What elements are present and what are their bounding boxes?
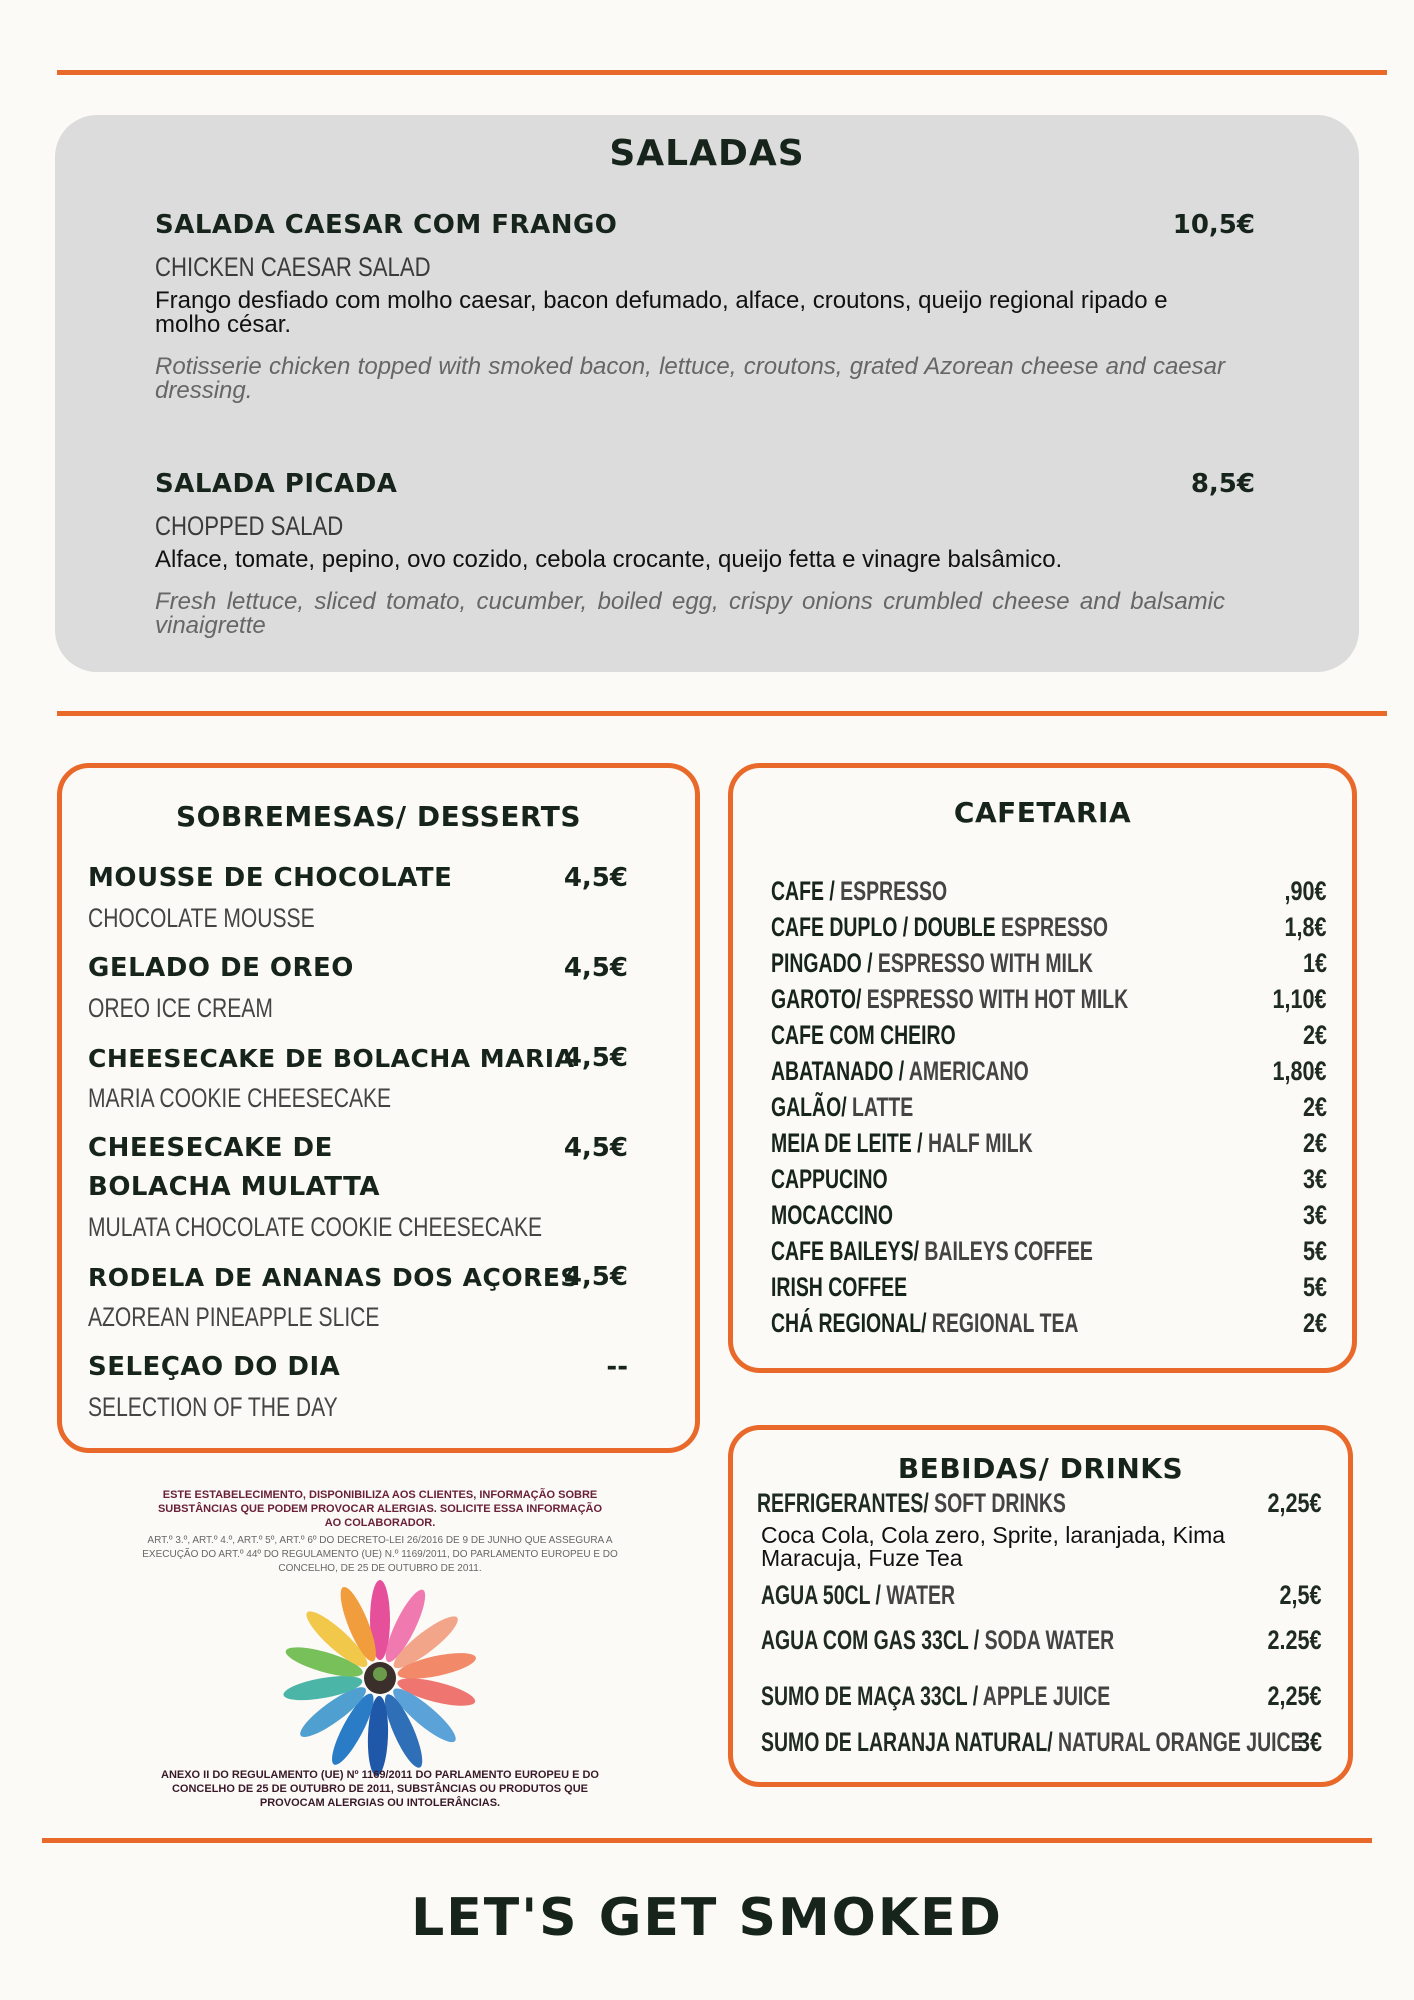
salad-name-en: CHICKEN CAESAR SALAD bbox=[155, 252, 431, 282]
item-name-en: SODA WATER bbox=[984, 1625, 1115, 1655]
drink-item bbox=[761, 1681, 1322, 1712]
item-name: CHÁ REGIONAL/ bbox=[771, 1308, 932, 1338]
dessert-name: CHEESECAKE DE BOLACHA MULATTA bbox=[88, 1133, 380, 1202]
salad-description: Frango desfiado com molho caesar, bacon defumado, alface, croutons, queijo regional ripado e molho césar. bbox=[155, 287, 1168, 338]
item-price: 5€ bbox=[1302, 1236, 1327, 1266]
cafetaria-item bbox=[771, 945, 1327, 981]
item-name-en: SOFT DRINKS bbox=[934, 1488, 1066, 1518]
item-price: 1,80€ bbox=[1272, 1056, 1327, 1086]
drink-item bbox=[761, 1625, 1322, 1656]
allergen-law: ART.º 3.º, ART.º 4.º, ART.º 5º, ART.º 6º DO DECRETO-LEI 26/2016 DE 9 DE JUNHO QUE ASSEGURA A EXECUÇÃO DO ART.º 44º DO REGULAMENTO (UE) N.º 1169/2011, DO PARLAMENTO EUROPEU E DO CONCELHO, DE 25 DE OUTUBRO DE 2011. bbox=[142, 1535, 618, 1574]
cafetaria-list bbox=[771, 873, 1327, 1341]
dessert-name-en: SELECTION OF THE DAY bbox=[88, 1392, 338, 1422]
saladas-title: SALADAS bbox=[609, 133, 805, 174]
dessert-item bbox=[88, 1258, 628, 1337]
cafetaria-item bbox=[771, 1269, 1327, 1305]
salad-name: SALADA CAESAR COM FRANGO bbox=[155, 210, 618, 240]
dessert-price: 4,5€ bbox=[563, 863, 628, 893]
drink-item bbox=[761, 1727, 1322, 1758]
cafetaria-item bbox=[771, 1125, 1327, 1161]
cafetaria-item bbox=[771, 981, 1327, 1017]
item-price: 2,25€ bbox=[1267, 1681, 1322, 1711]
item-price: ,90€ bbox=[1284, 876, 1327, 906]
item-name: IRISH COFFEE bbox=[771, 1272, 908, 1302]
dessert-name: GELADO DE OREO bbox=[88, 953, 354, 983]
cafetaria-item bbox=[771, 1305, 1327, 1341]
salad-price: 8,5€ bbox=[1190, 469, 1255, 499]
dessert-price: 4,5€ bbox=[563, 953, 628, 983]
item-name-en: ESPRESSO WITH MILK bbox=[877, 948, 1093, 978]
item-name: ABATANADO / bbox=[771, 1056, 909, 1086]
cafetaria-item bbox=[771, 1161, 1327, 1197]
item-price: 1,8€ bbox=[1284, 912, 1327, 942]
top-divider bbox=[57, 70, 1387, 75]
dessert-price: 4,5€ bbox=[563, 1262, 628, 1292]
item-name-en: APPLE JUICE bbox=[982, 1681, 1111, 1711]
item-name: MEIA DE LEITE / bbox=[771, 1128, 928, 1158]
dessert-price: 4,5€ bbox=[563, 1043, 628, 1073]
salad-item bbox=[155, 469, 1255, 638]
item-price: 2€ bbox=[1302, 1020, 1327, 1050]
item-name: AGUA COM GAS 33CL / bbox=[761, 1625, 985, 1655]
item-name: CAFE / bbox=[771, 876, 841, 906]
item-name: PINGADO / bbox=[771, 948, 878, 978]
dessert-name-en: MULATA CHOCOLATE COOKIE CHEESECAKE bbox=[88, 1212, 543, 1242]
item-price: 2,25€ bbox=[1267, 1488, 1322, 1518]
dessert-item bbox=[88, 1039, 628, 1118]
item-price: 2€ bbox=[1302, 1308, 1327, 1338]
item-name: GAROTO/ bbox=[771, 984, 867, 1014]
dessert-name-en: OREO ICE CREAM bbox=[88, 993, 273, 1023]
salad-item bbox=[155, 210, 1255, 403]
dessert-item bbox=[88, 1348, 628, 1427]
dessert-item bbox=[88, 949, 628, 1028]
drink-item bbox=[757, 1488, 1322, 1519]
dessert-name-en: MARIA COOKIE CHEESECAKE bbox=[88, 1083, 392, 1113]
dessert-item bbox=[88, 859, 628, 938]
slogan: LET'S GET SMOKED bbox=[411, 1888, 1003, 1948]
item-name: CAFE DUPLO / DOUBLE bbox=[771, 912, 1002, 942]
item-price: 1,10€ bbox=[1272, 984, 1327, 1014]
item-name-en: NATURAL ORANGE JUICE bbox=[1058, 1727, 1304, 1757]
item-price: 1€ bbox=[1302, 948, 1327, 978]
item-price: 3€ bbox=[1297, 1727, 1322, 1757]
item-name: MOCACCINO bbox=[771, 1200, 894, 1230]
item-name: SUMO DE MAÇA 33CL / bbox=[761, 1681, 983, 1711]
allergen-annex: ANEXO II DO REGULAMENTO (UE) Nº 1169/2011 DO PARLAMENTO EUROPEU E DO CONCELHO DE 25 DE OUTUBRO DE 2011, SUBSTÂNCIAS OU PRODUTOS QUE PROVOCAM ALERGIAS OU INTOLERÂNCIAS. bbox=[161, 1769, 599, 1809]
bebidas-panel bbox=[728, 1425, 1353, 1787]
item-price: 2€ bbox=[1302, 1092, 1327, 1122]
salad-description: Alface, tomate, pepino, ovo cozido, cebola crocante, queijo fetta e vinagre balsâmico. bbox=[155, 546, 1063, 573]
item-name-en: ESPRESSO bbox=[1001, 912, 1109, 942]
cafetaria-item bbox=[771, 1197, 1327, 1233]
allergen-wheel-icon bbox=[280, 1578, 480, 1778]
item-name: GALÃO/ bbox=[771, 1092, 852, 1122]
item-name-en: AMERICANO bbox=[908, 1056, 1029, 1086]
item-name-en: BAILEYS COFFEE bbox=[924, 1236, 1093, 1266]
drink-description: Coca Cola, Cola zero, Sprite, laranjada, Kima Maracuja, Fuze Tea bbox=[761, 1522, 1226, 1571]
middle-divider bbox=[57, 711, 1387, 716]
bebidas-title: BEBIDAS/ DRINKS bbox=[897, 1452, 1184, 1485]
item-name: SUMO DE LARANJA NATURAL/ bbox=[761, 1727, 1058, 1757]
dessert-name-en: CHOCOLATE MOUSSE bbox=[88, 903, 315, 933]
dessert-name: MOUSSE DE CHOCOLATE bbox=[88, 863, 453, 893]
item-price: 5€ bbox=[1302, 1272, 1327, 1302]
cafetaria-title: CAFETARIA bbox=[953, 796, 1132, 829]
item-name-en: ESPRESSO WITH HOT MILK bbox=[866, 984, 1129, 1014]
allergen-info bbox=[90, 1488, 670, 1809]
item-name: CAPPUCINO bbox=[771, 1164, 888, 1194]
item-name-en: REGIONAL TEA bbox=[931, 1308, 1079, 1338]
allergen-notice: ESTE ESTABELECIMENTO, DISPONIBILIZA AOS CLIENTES, INFORMAÇÃO SOBRE SUBSTÂNCIAS QUE PODEM PROVOCAR ALERGIAS. SOLICITE ESSA INFORMAÇÃO AO COLABORADOR. bbox=[157, 1489, 603, 1529]
item-name: CAFE COM CHEIRO bbox=[771, 1020, 956, 1050]
desserts-panel bbox=[57, 763, 700, 1453]
salad-price: 10,5€ bbox=[1172, 210, 1255, 240]
dessert-price: -- bbox=[606, 1352, 628, 1382]
cafetaria-item bbox=[771, 1233, 1327, 1269]
cafetaria-item bbox=[771, 873, 1327, 909]
salad-name-en: CHOPPED SALAD bbox=[155, 511, 344, 541]
item-price: 2€ bbox=[1302, 1128, 1327, 1158]
cafetaria-item bbox=[771, 909, 1327, 945]
item-price: 3€ bbox=[1302, 1200, 1327, 1230]
item-price: 3€ bbox=[1302, 1164, 1327, 1194]
item-name-en: HALF MILK bbox=[927, 1128, 1033, 1158]
item-name-en: WATER bbox=[886, 1580, 956, 1610]
dessert-name: CHEESECAKE DE BOLACHA MARIA bbox=[88, 1044, 575, 1073]
salad-description-en: Fresh lettuce, sliced tomato, cucumber, boiled egg, crispy onions crumbled cheese and balsamic vinaigrette bbox=[155, 588, 1225, 639]
item-price: 2.25€ bbox=[1267, 1625, 1322, 1655]
cafetaria-item bbox=[771, 1017, 1327, 1053]
cafetaria-item bbox=[771, 1053, 1327, 1089]
salad-name: SALADA PICADA bbox=[155, 469, 398, 499]
cafetaria-item bbox=[771, 1089, 1327, 1125]
item-name-en: ESPRESSO bbox=[840, 876, 948, 906]
dessert-item bbox=[88, 1129, 628, 1247]
dessert-name: RODELA DE ANANAS DOS AÇORES bbox=[88, 1263, 579, 1292]
item-name-en: LATTE bbox=[852, 1092, 914, 1122]
desserts-title: SOBREMESAS/ DESSERTS bbox=[175, 800, 582, 833]
salad-description-en: Rotisserie chicken topped with smoked bacon, lettuce, croutons, grated Azorean cheese and caesar dressing. bbox=[155, 353, 1225, 404]
dessert-name: SELEÇAO DO DIA bbox=[88, 1352, 341, 1382]
saladas-section bbox=[55, 115, 1359, 672]
drink-item bbox=[761, 1580, 1322, 1611]
cafetaria-panel bbox=[728, 763, 1357, 1373]
dessert-price: 4,5€ bbox=[563, 1133, 628, 1163]
dessert-name-en: AZOREAN PINEAPPLE SLICE bbox=[88, 1302, 380, 1332]
bottom-divider bbox=[42, 1838, 1372, 1843]
item-name: AGUA 50CL / bbox=[761, 1580, 887, 1610]
item-name: CAFE BAILEYS/ bbox=[771, 1236, 925, 1266]
item-name: REFRIGERANTES/ bbox=[757, 1488, 935, 1518]
item-price: 2,5€ bbox=[1279, 1580, 1322, 1610]
